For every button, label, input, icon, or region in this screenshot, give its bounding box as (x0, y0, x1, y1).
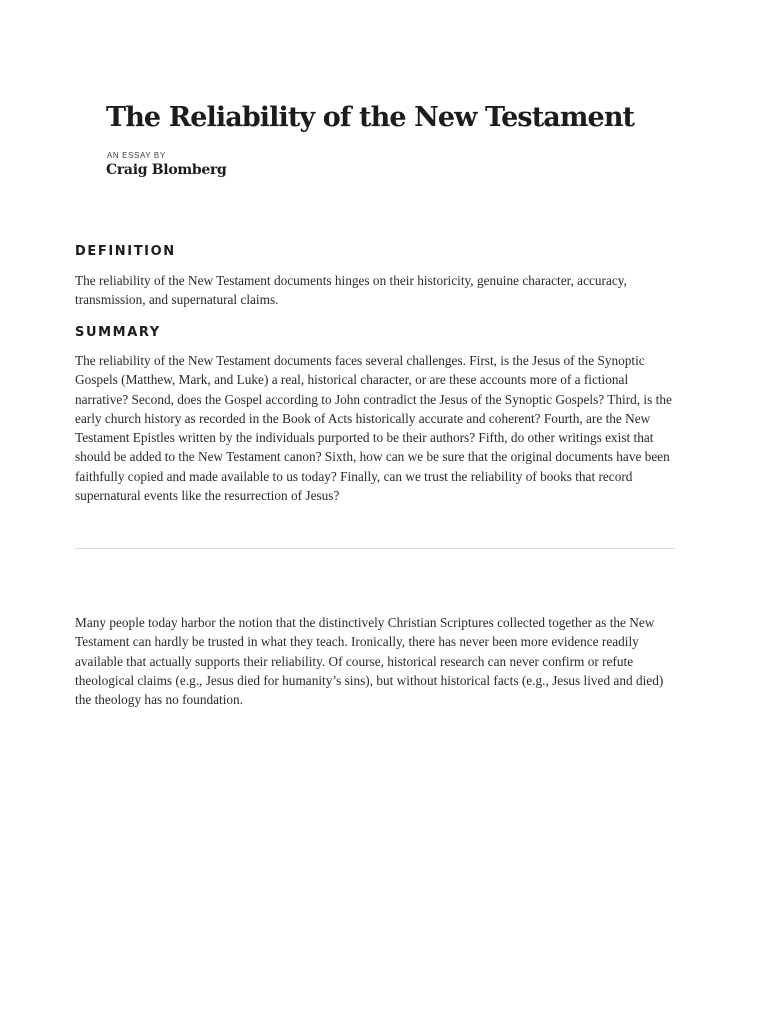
author-name: Craig Blomberg (106, 162, 227, 178)
intro-paragraph: Many people today harbor the notion that the distinctively Christian Scriptures collected together as the New Testament can hardly be trusted in what they teach. Ironically, there has never been more evidence readily available that actually supports their reliability. Of course, historical research can never confirm or refute theological claims (e.g., Jesus died for humanity’s sins), but without historical facts (e.g., Jesus lived and died) the theology has no foundation. (75, 615, 664, 708)
page-title: The Reliability of the New Testament (106, 102, 635, 133)
byline-label: AN ESSAY BY (107, 151, 166, 160)
definition-heading: DEFINITION (75, 244, 176, 259)
definition-text: The reliability of the New Testament documents hinges on their historicity, genuine character, accuracy, transmission, and supernatural claims. (75, 273, 627, 308)
section-divider (75, 548, 675, 549)
summary-text: The reliability of the New Testament documents faces several challenges. First, is the Jesus of the Synoptic Gospels (Matthew, Mark, and Luke) a real, historical character, or are these accounts more of a fictional narrative? Second, does the Gospel according to John contradict the Jesus of the Synoptic Gospels? Third, is the early church history as recorded in the Book of Acts historically accurate and coherent? Fourth, are the New Testament Epistles written by the individuals purported to be their authors? Fifth, do other writings exist that should be added to the New Testament canon? Sixth, how can we be sure that the original documents have been faithfully copied and made available to us today? Finally, can we trust the reliability of books that record supernatural events like the resurrection of Jesus? (75, 353, 672, 504)
summary-heading: SUMMARY (75, 325, 161, 340)
